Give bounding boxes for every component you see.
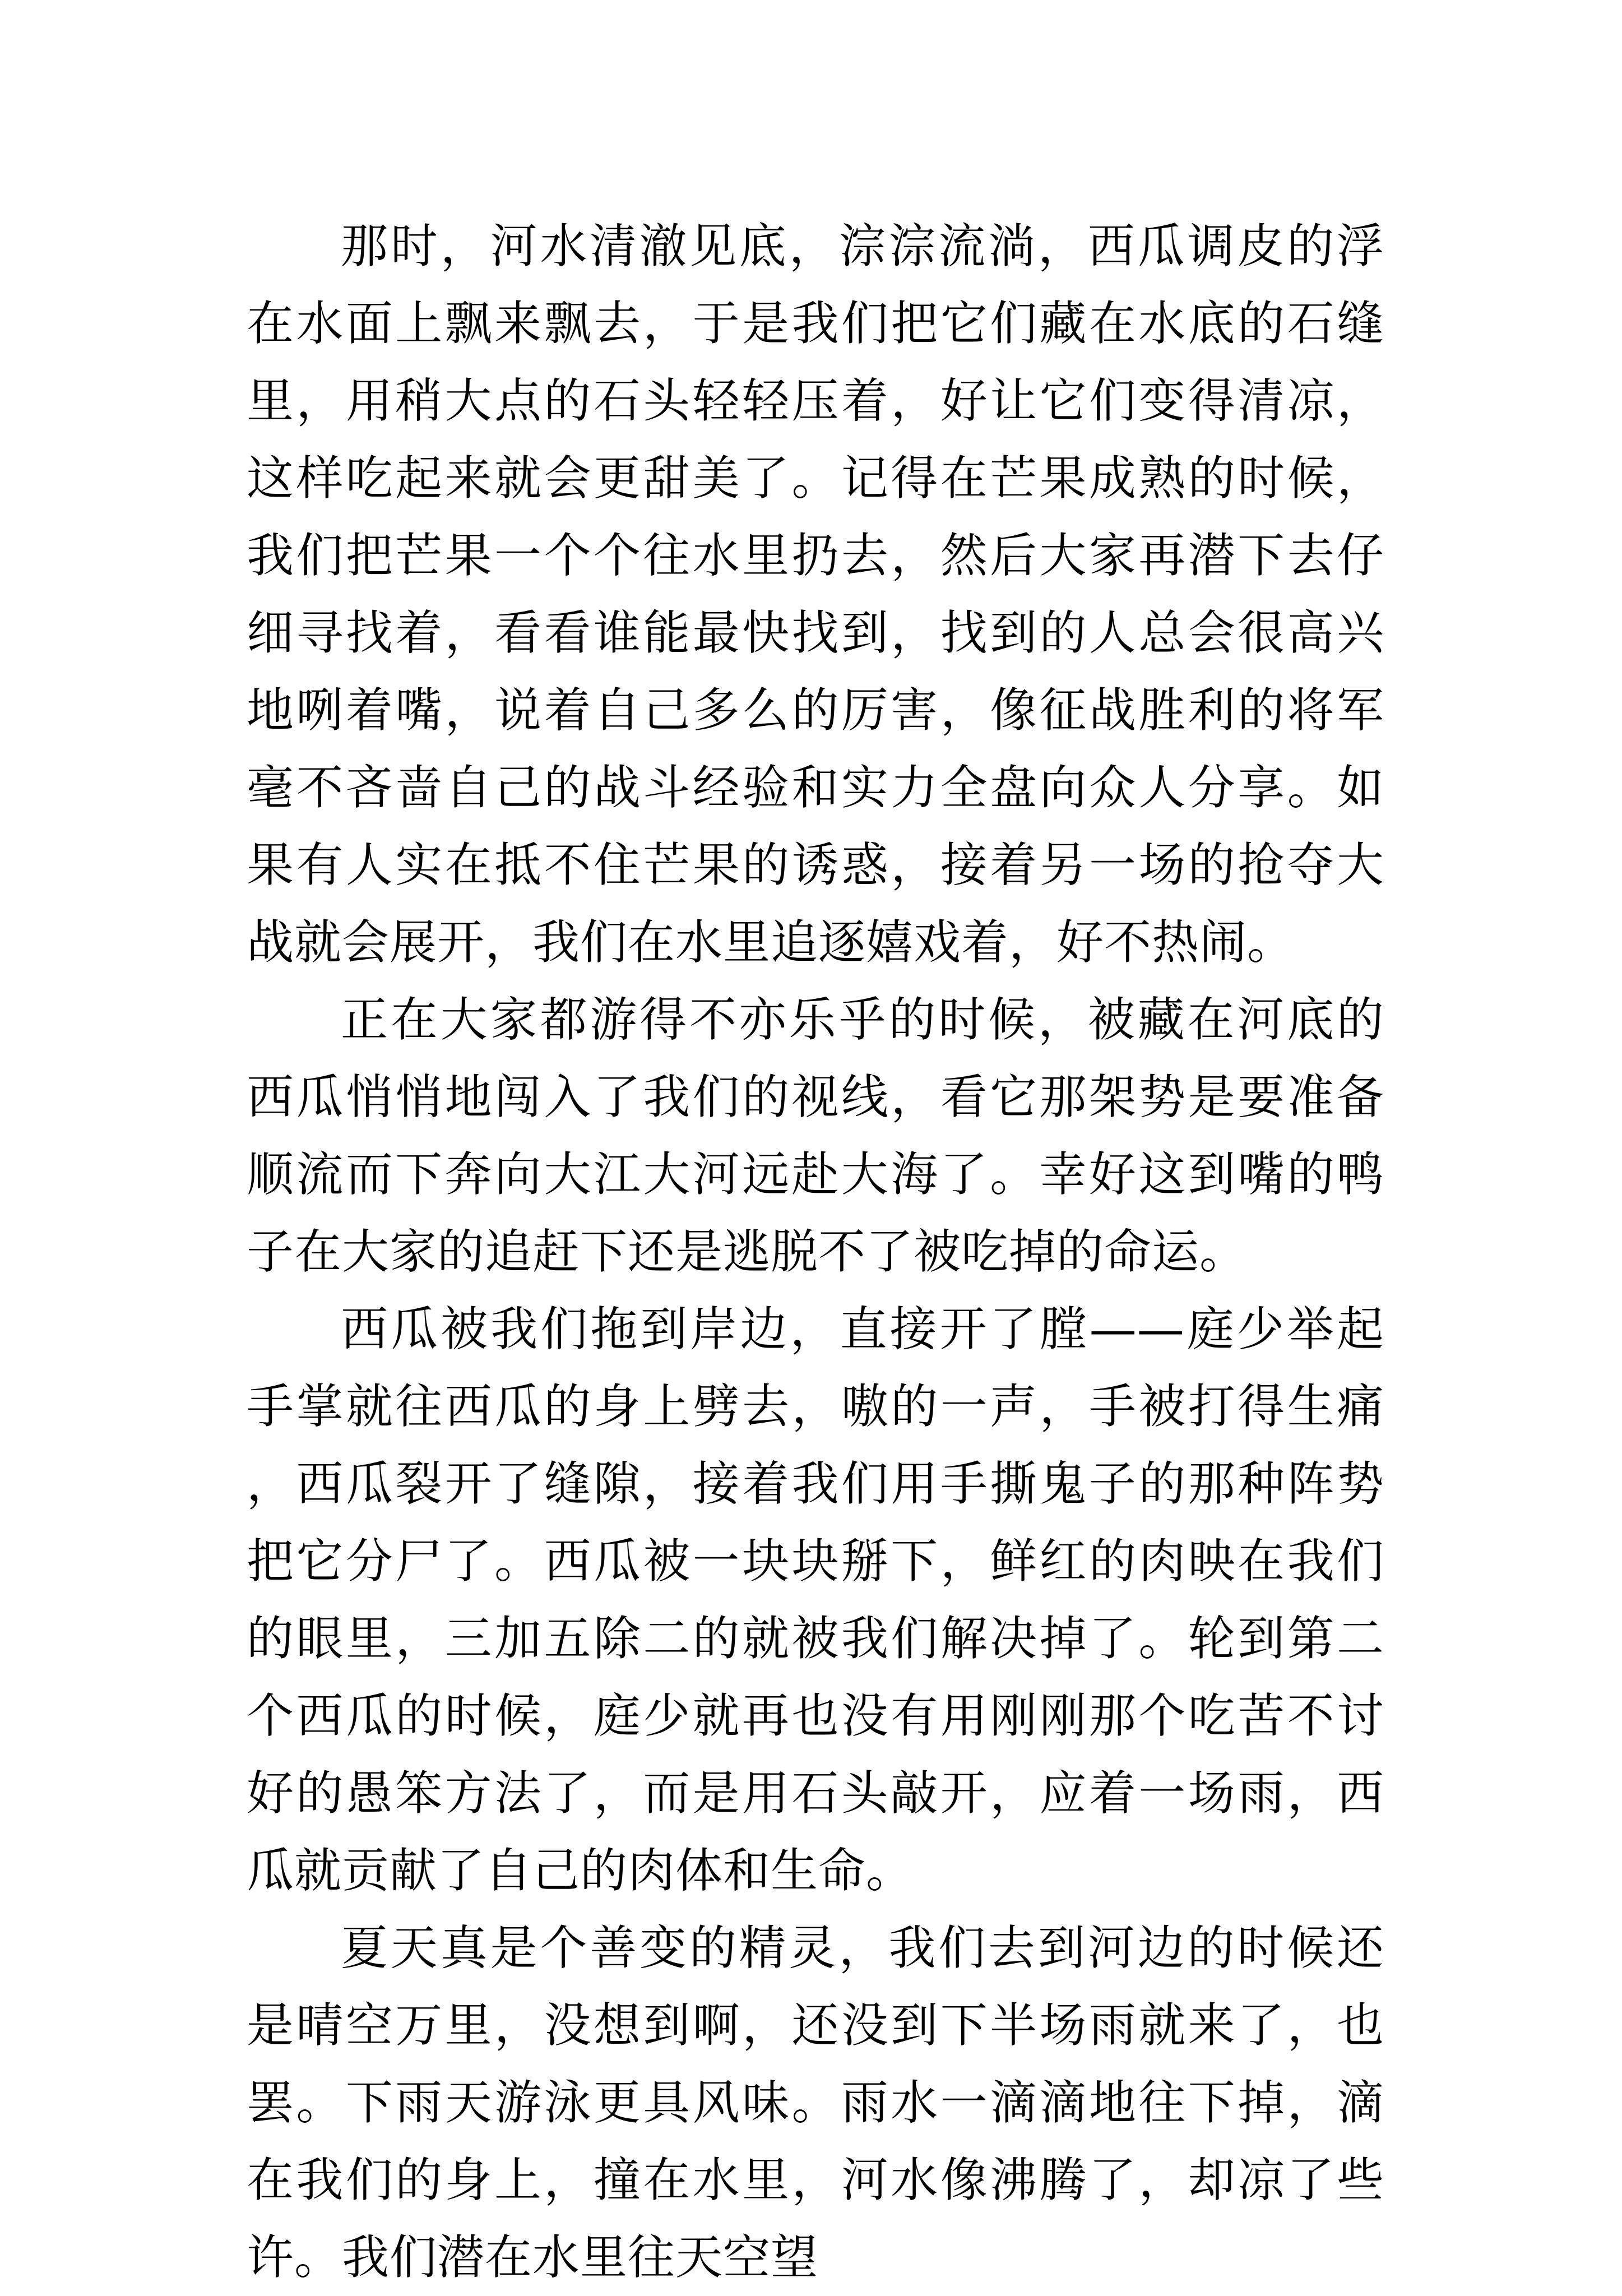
paragraph-4: 夏天真是个善变的精灵，我们去到河边的时候还是晴空万里，没想到啊，还没到下半场雨就来了，也罢。下雨天游泳更具风味。雨水一滴滴地往下掉，滴在我们的身上，撞在水里，河水像沸腾了，却凉了些许。我们潜在水里往天空望 <box>247 1920 1384 2285</box>
paragraph-2: 正在大家都游得不亦乐乎的时候，被藏在河底的西瓜悄悄地闯入了我们的视线，看它那架势是要准备顺流而下奔向大江大河远赴大海了。幸好这到嘴的鸭子在大家的追赶下还是逃脱不了被吃掉的命运。 <box>247 992 1384 1279</box>
paragraph-3: 西瓜被我们拖到岸边，直接开了膛——庭少举起手掌就往西瓜的身上劈去，嗷的一声，手被打得生痛，西瓜裂开了缝隙，接着我们用手撕鬼子的那种阵势把它分尸了。西瓜被一块块掰下，鲜红的肉映在我们的眼里，三加五除二的就被我们解决掉了。轮到第二个西瓜的时候，庭少就再也没有用刚刚那个吃苦不讨好的愚笨方法了，而是用石头敲开，应着一场雨，西瓜就贡献了自己的肉体和生命。 <box>247 1302 1384 1898</box>
document-body <box>247 207 1384 2296</box>
paragraph-1: 那时，河水清澈见底，淙淙流淌，西瓜调皮的浮在水面上飘来飘去，于是我们把它们藏在水底的石缝里，用稍大点的石头轻轻压着，好让它们变得清凉，这样吃起来就会更甜美了。记得在芒果成熟的时候，我们把芒果一个个往水里扔去，然后大家再潜下去仔细寻找着，看看谁能最快找到，找到的人总会很高兴地咧着嘴，说着自己多么的厉害，像征战胜利的将军毫不吝啬自己的战斗经验和实力全盘向众人分享。如果有人实在抵不住芒果的诱惑，接着另一场的抢夺大战就会展开，我们在水里追逐嬉戏着，好不热闹。 <box>247 219 1384 970</box>
